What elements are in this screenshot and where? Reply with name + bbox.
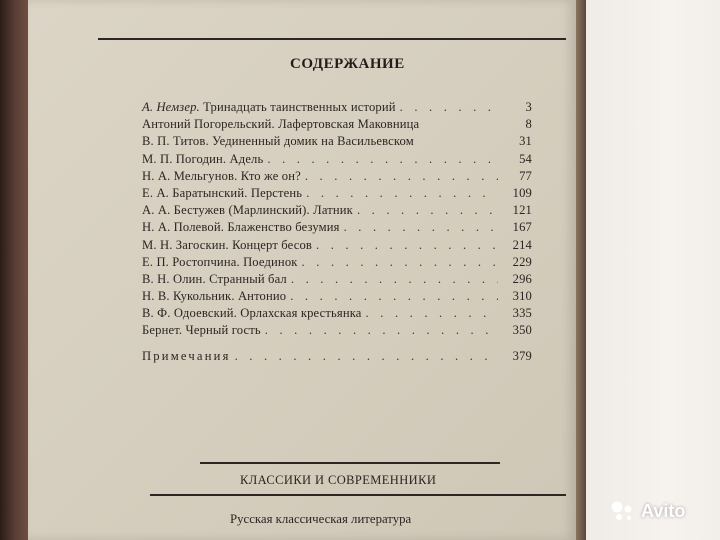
entry-title: Странный бал <box>209 271 287 286</box>
entry-page: 121 <box>512 203 532 218</box>
entry-author: В. Ф. Одоевский. <box>142 306 237 321</box>
entry-title: Антонио <box>237 289 287 304</box>
entry-title: Концерт бесов <box>232 237 313 252</box>
entry-title: Адель <box>229 151 264 166</box>
entry-page: 167 <box>512 220 532 235</box>
entry-page: 335 <box>512 306 532 321</box>
toc-entry <box>142 289 532 306</box>
entry-label <box>142 220 340 235</box>
leader-dots <box>366 306 498 321</box>
notes-page: 379 <box>512 348 532 363</box>
toc-entry <box>142 203 532 220</box>
entry-title: Тринадцать таинственных историй <box>203 100 396 114</box>
entry-author: Н. А. Полевой. <box>142 220 225 235</box>
leader-dots <box>265 323 498 338</box>
leader-dots <box>305 169 498 184</box>
entry-label <box>142 169 301 184</box>
entry-author: Н. В. Кукольник. <box>142 289 235 304</box>
entry-label <box>142 255 298 270</box>
entry-title: Орлахская крестьянка <box>240 306 362 321</box>
toc-entry <box>142 100 532 117</box>
leader-dots <box>267 152 498 167</box>
entry-page: 77 <box>519 168 532 183</box>
table-of-contents <box>142 100 532 366</box>
leader-dots <box>302 255 498 270</box>
entry-page: 54 <box>519 151 532 166</box>
toc-entry <box>142 117 532 134</box>
entry-label <box>142 100 396 115</box>
entry-author: В. Н. Олин. <box>142 271 206 286</box>
entry-label <box>142 186 302 201</box>
entry-author: М. П. Погодин. <box>142 151 227 166</box>
entry-label <box>142 203 353 218</box>
entry-author: В. П. Титов. <box>142 134 209 149</box>
avito-watermark <box>610 500 685 522</box>
toc-entry <box>142 238 532 255</box>
notes-label: Примечания <box>142 348 231 363</box>
entry-page: 229 <box>512 254 532 269</box>
toc-entry <box>142 169 532 186</box>
leader-dots <box>291 272 498 287</box>
entry-page: 8 <box>525 117 532 132</box>
page-gutter <box>576 0 586 540</box>
entry-author: А. Немзер. <box>142 100 200 114</box>
leader-dots <box>400 100 498 115</box>
top-rule <box>98 38 566 40</box>
entry-title: Уединенный домик на Васильевском <box>212 134 414 149</box>
entry-page: 296 <box>512 271 532 286</box>
series-rule-top <box>200 462 500 464</box>
entry-label <box>142 272 287 287</box>
entry-title: Латник <box>313 203 353 218</box>
toc-entry <box>142 272 532 289</box>
entry-label <box>142 152 263 167</box>
toc-entry <box>142 323 532 340</box>
entry-label <box>142 323 261 338</box>
entry-label <box>142 306 362 321</box>
toc-entry <box>142 255 532 272</box>
entry-title: Блаженство безумия <box>227 220 340 235</box>
toc-entry <box>142 306 532 323</box>
toc-entry <box>142 152 532 169</box>
entry-title: Кто же он? <box>240 168 301 183</box>
toc-notes-entry <box>142 349 532 366</box>
leader-dots <box>357 203 498 218</box>
entry-page: 3 <box>525 100 532 114</box>
entry-author: М. Н. Загоскин. <box>142 237 229 252</box>
leader-dots <box>306 186 498 201</box>
series-rule-bottom <box>150 494 566 496</box>
series-title: КЛАССИКИ И СОВРЕМЕННИКИ <box>240 473 437 487</box>
avito-logo-icon <box>610 500 636 522</box>
toc-entry <box>142 134 532 151</box>
entry-label <box>142 117 419 132</box>
entry-page: 31 <box>519 134 532 149</box>
leader-dots <box>316 238 498 253</box>
entry-page: 350 <box>512 323 532 338</box>
entry-author: А. А. Бестужев (Марлинский). <box>142 203 310 218</box>
book-spine-edge <box>0 0 28 540</box>
entry-title: Поединок <box>243 254 298 269</box>
entry-page: 109 <box>512 185 532 200</box>
leader-dots <box>290 289 498 304</box>
entry-label <box>142 289 286 304</box>
leader-dots <box>344 220 498 235</box>
entry-title: Перстень <box>250 185 303 200</box>
entry-title: Черный гость <box>185 323 261 338</box>
entry-author: Н. А. Мельгунов. <box>142 168 238 183</box>
toc-title: СОДЕРЖАНИЕ <box>290 56 405 72</box>
entry-page: 214 <box>512 237 532 252</box>
entry-title: Лафертовская Маковница <box>278 117 420 132</box>
watermark-text: Avito <box>641 500 686 521</box>
entry-label <box>142 238 312 253</box>
entry-author: Антоний Погорельский. <box>142 117 275 132</box>
entry-author: Е. А. Баратынский. <box>142 185 248 200</box>
toc-entry <box>142 186 532 203</box>
facing-page <box>586 0 720 540</box>
entry-author: Бернет. <box>142 323 183 338</box>
entry-label <box>142 134 414 149</box>
entry-author: Е. П. Ростопчина. <box>142 254 240 269</box>
leader-dots <box>235 349 498 364</box>
entry-page: 310 <box>512 289 532 304</box>
series-subtitle: Русская классическая литература <box>230 512 412 526</box>
toc-entry <box>142 220 532 237</box>
